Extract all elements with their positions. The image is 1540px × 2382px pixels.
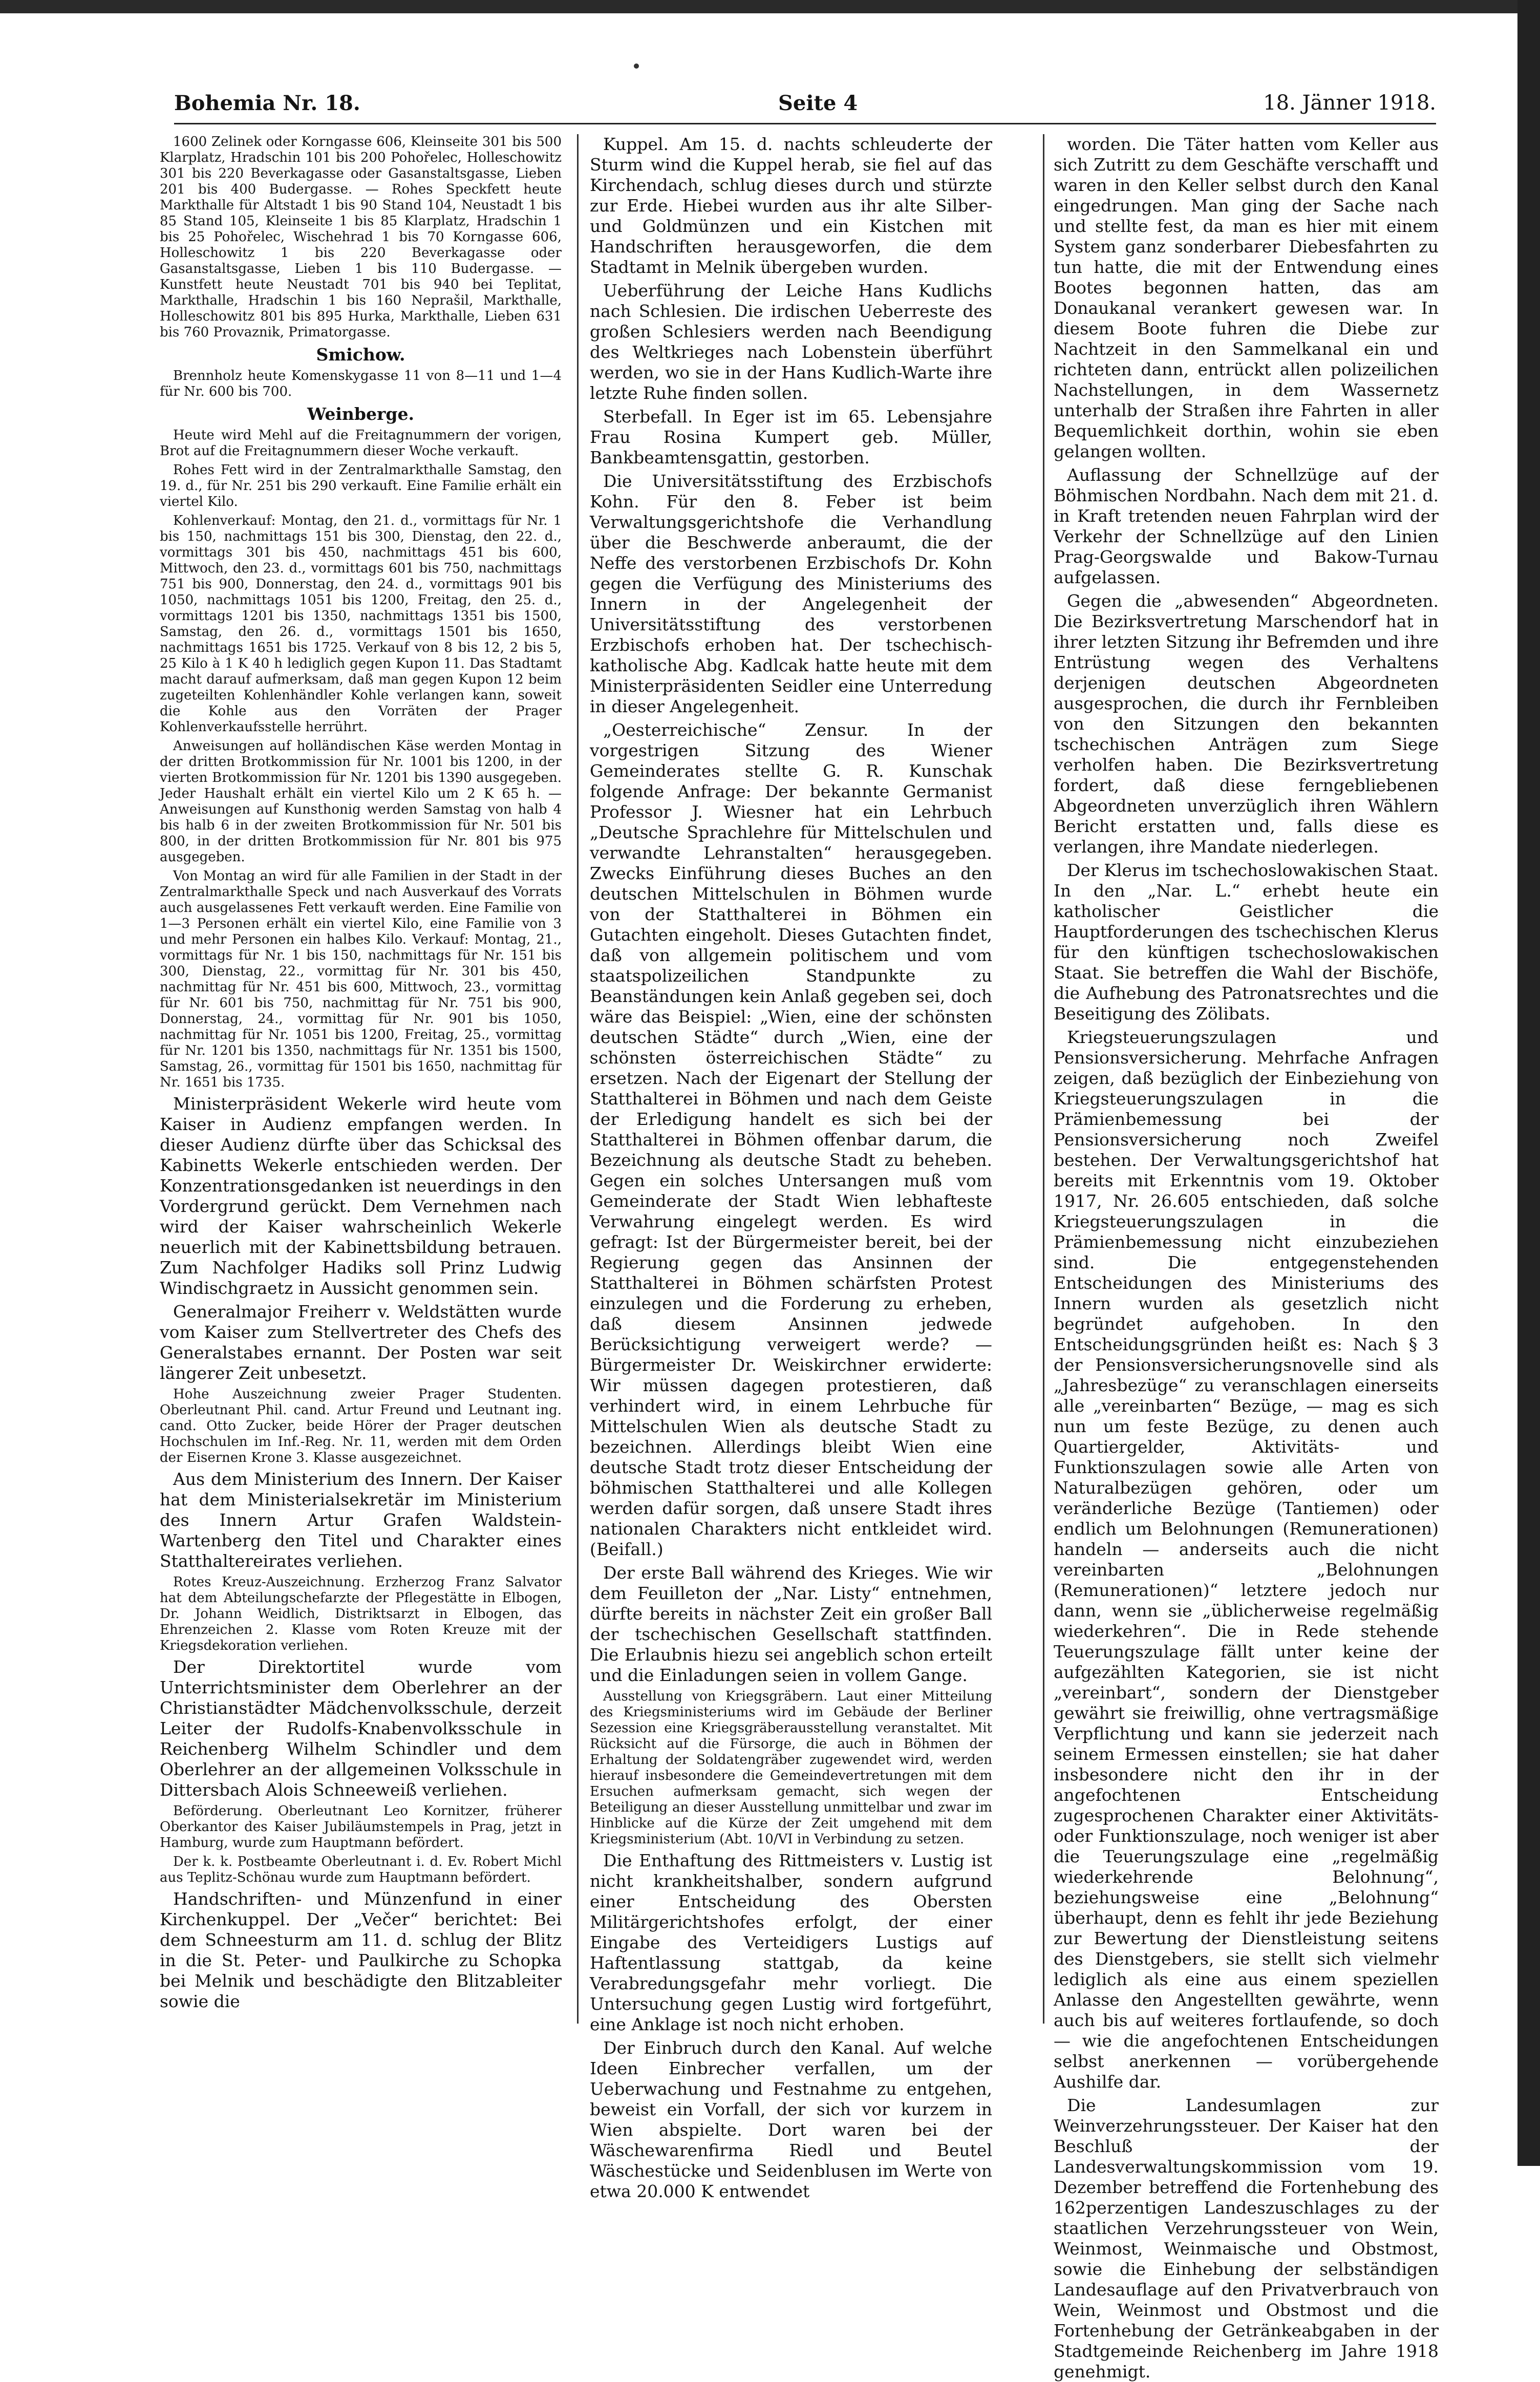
article-paragraph: Der Einbruch durch den Kanal. Auf welche Ideen Einbrecher verfallen, um der Ueberwachung und Festnahme zu entgehen, beweist ein Vorfall, der sich vor kurzem in Wien abspielte. Dort waren bei der Wäschewarenfirma Riedl und Beutel Wäschestücke und Seidenblusen im Werte von etwa 20.000 K entwendet [590, 2038, 992, 2201]
column-rule [1043, 134, 1044, 2024]
article-paragraph: Beförderung. Oberleutnant Leo Kornitzer, früherer Oberkantor des Kaiser Jubiläumstempels in Prag, jetzt in Hamburg, wurde zum Hauptmann befördert. [160, 1803, 562, 1851]
article-paragraph: Anweisungen auf holländischen Käse werden Montag in der dritten Brotkommission für Nr. 1001 bis 1200, in der vierten Brotkommission für Nr. 1201 bis 1390 ausgegeben. Jeder Haushalt erhält ein viertel Kilo um 2 K 65 h. — Anweisungen auf Kunsthonig werden Samstag von halb 4 bis halb 6 in der zweiten Brotkommission für Nr. 501 bis 800, in der dritten Brotkommission für Nr. 801 bis 975 ausgegeben. [160, 738, 562, 865]
article-paragraph: Kuppel. Am 15. d. nachts schleuderte der Sturm wind die Kuppel herab, sie fiel auf das Kirchendach, schlug dieses durch und stürzte zur Erde. Hiebei wurden aus ihr alte Silber- und Goldmünzen und ein Kistchen mit Handschriften herausgeworfen, die dem Stadtamt in Melnik übergeben wurden. [590, 134, 992, 277]
article-paragraph: Brennholz heute Komenskygasse 11 von 8—11 und 1—4 für Nr. 600 bis 700. [160, 368, 562, 399]
scan-top-edge [0, 0, 1540, 13]
newspaper-title-issue: Bohemia Nr. 18. [174, 91, 360, 115]
column-1 [160, 134, 562, 2034]
article-paragraph: Kohlenverkauf: Montag, den 21. d., vormittags für Nr. 1 bis 150, nachmittags 151 bis 300, Dienstag, den 22. d., vormittags 301 bis 450, nachmittags 451 bis 600, Mittwoch, den 23. d., vormittags 601 bis 750, nachmittags 751 bis 900, Donnerstag, den 24. d., vormittags 901 bis 1050, nachmittags 1051 bis 1200, Freitag, den 25. d., vormittags 1201 bis 1350, nachmittags 1351 bis 1500, Samstag, den 26. d., vormittags 1501 bis 1650, nachmittags 1651 bis 1725. Verkauf von 8 bis 12, 2 bis 5, 25 Kilo à 1 K 40 h lediglich gegen Kupon 11. Das Stadtamt macht darauf aufmerksam, daß man gegen Kupon 12 beim zugeteilten Kohlenhändler Kohle verlangen kann, soweit die Kohle aus den Vorräten der Prager Kohlenverkaufsstelle herrührt. [160, 513, 562, 735]
page-number: Seite 4 [778, 91, 858, 115]
article-paragraph: Hohe Auszeichnung zweier Prager Studenten. Oberleutnant Phil. cand. Artur Freund und Leutnant ing. cand. Otto Zucker, beide Hörer der Prager deutschen Hochschulen im Inf.-Reg. Nr. 11, werden mit dem Orden der Eisernen Krone 3. Klasse ausgezeichnet. [160, 1387, 562, 1465]
section-heading: Smichow. [316, 345, 405, 365]
article-paragraph: Ministerpräsident Wekerle wird heute vom Kaiser in Audienz empfangen werden. In dieser Audienz dürfte über das Schicksal des Kabinetts Wekerle entschieden werden. Der Konzentrationsgedanken ist neuerdings in den Vordergrund gerückt. Dem Vernehmen nach wird der Kaiser wahrscheinlich Wekerle neuerlich mit der Kabinettsbildung betrauen. Zum Nachfolger Hadiks soll Prinz Ludwig Windischgraetz in Aussicht genommen sein. [160, 1094, 562, 1298]
article-paragraph: Ueberführung der Leiche Hans Kudlichs nach Schlesien. Die irdischen Ueberreste des großen Schlesiers werden nach Beendigung des Weltkrieges nach Lobenstein überführt werden, wo sie in der Hans Kudlich-Warte ihre letzte Ruhe finden sollen. [590, 281, 992, 403]
article-paragraph: Kriegsteuerungszulagen und Pensionsversicherung. Mehrfache Anfragen zeigen, daß bezüglich der Einbeziehung von Kriegsteuerungszulagen in die Prämienbemessung bei der Pensionsversicherung noch Zweifel bestehen. Der Verwaltungsgerichtshof hat bereits mit Erkenntnis vom 19. Oktober 1917, Nr. 26.605 entschieden, daß solche Kriegsteuerungszulagen in die Prämienbemessung nicht einzubeziehen sind. Die entgegenstehenden Entscheidungen des Ministeriums des Innern wurden als gesetzlich nicht begründet aufgehoben. In den Entscheidungsgründen heißt es: Nach § 3 der Pensionsversicherungsnovelle sind als „Jahresbezüge“ zu veranschlagen einerseits alle „vereinbarten“ Bezüge, — mag es sich nun um feste Bezüge, zu denen auch Quartiergelder, Aktivitäts- und Funktionszulagen sowie alle Arten von Naturalbezügen gehören, oder um veränderliche Bezüge (Tantiemen) oder endlich um Belohnungen (Remunerationen) handeln — anderseits auch die nicht vereinbarten „Belohnungen (Remunerationen)“ letztere jedoch nur dann, wenn sie „üblicherweise regelmäßig wiederkehren“. Die in Rede stehende Teuerungszulage fällt unter keine der aufgezählten Kategorien, sie ist nicht „vereinbart“, sondern der Dienstgeber gewährt sie freiwillig, ohne vertragsmäßige Verpflichtung und kann sie jederzeit nach seinem Ermessen einstellen; sie hat daher insbesondere nicht den ihr in der angefochtenen Entscheidung zugesprochenen Charakter einer Aktivitäts- oder Funktionszulage, noch weniger ist aber die Teuerungszulage eine „regelmäßig wiederkehrende Belohnung“, beziehungsweise eine „Belohnung“ überhaupt, denn es fehlt ihr jede Beziehung zur Bewertung der Dienstleistung seitens des Dienstgebers, sie stellt sich vielmehr lediglich als eine aus einem speziellen Anlasse den Angestellten gewährte, wenn auch bis auf weiteres fortlaufende, so doch — wie die angefochtenen Entscheidungen selbst anerkennen — vorübergehende Aushilfe dar. [1054, 1027, 1439, 2092]
article-paragraph: Ausstellung von Kriegsgräbern. Laut einer Mitteilung des Kriegsministeriums wird im Gebäude der Berliner Sezession eine Kriegsgräberausstellung veranstaltet. Mit Rücksicht auf die Fürsorge, die auch in Böhmen der Erhaltung der Soldatengräber zugewendet wird, werden hierauf insbesondere die Gemeindevertretungen mit dem Ersuchen aufmerksam gemacht, sich wegen der Beteiligung an dieser Ausstellung unmittelbar und zwar im Hinblicke auf die Kürze der Zeit umgehend mit dem Kriegsministerium (Abt. 10/VI in Verbindung zu setzen. [590, 1689, 992, 1847]
article-paragraph: Gegen die „abwesenden“ Abgeordneten. Die Bezirksvertretung Marschendorf hat in ihrer letzten Sitzung ihr Befremden und ihre Entrüstung wegen des Verhaltens derjenigen deutschen Abgeordneten ausgesprochen, die durch ihr Fernbleiben von den Sitzungen den bekannten tschechischen Anträgen zum Siege verholfen haben. Die Bezirksvertretung fordert, daß diese ferngebliebenen Abgeordneten unverzüglich ihren Wählern Bericht erstatten und, falls diese es verlangen, ihre Mandate niederlegen. [1054, 591, 1439, 857]
article-paragraph: Generalmajor Freiherr v. Weldstätten wurde vom Kaiser zum Stellvertreter des Chefs des Generalstabes ernannt. Der Posten war seit längerer Zeit unbesetzt. [160, 1302, 562, 1383]
article-paragraph: Der Klerus im tschechoslowakischen Staat. In den „Nar. L.“ erhebt heute ein katholischer Geistlicher die Hauptforderungen des tschechischen Klerus für den künftigen tschechoslowakischen Staat. Sie betreffen die Wahl der Bischöfe, die Aufhebung des Patronatsrechtes und die Beseitigung des Zölibats. [1054, 860, 1439, 1024]
article-paragraph: Auflassung der Schnellzüge auf der Böhmischen Nordbahn. Nach dem mit 21. d. in Kraft tretenden neuen Fahrplan wird der Verkehr der Schnellzüge auf den Linien Prag-Georgswalde und Bakow-Turnau aufgelassen. [1054, 465, 1439, 587]
article-paragraph: Von Montag an wird für alle Familien in der Stadt in der Zentralmarkthalle Speck und nach Ausverkauf des Vorrats auch ausgelassenes Fett verkauft werden. Eine Familie von 1—3 Personen erhält ein viertel Kilo, eine Familie von 3 und mehr Personen ein halbes Kilo. Verkauf: Montag, 21., vormittags für Nr. 1 bis 150, nachmittags für Nr. 151 bis 300, Dienstag, 22., vormittag für Nr. 301 bis 450, nachmittag für Nr. 451 bis 600, Mittwoch, 23., vormittag für Nr. 601 bis 750, nachmittag für Nr. 751 bis 900, Donnerstag, 24., vormittag für Nr. 901 bis 1050, nachmittag für Nr. 1051 bis 1200, Freitag, 25., vormittag für Nr. 1201 bis 1350, nachmittags für Nr. 1351 bis 1500, Samstag, 26., vormittag für 1501 bis 1650, nachmittag für Nr. 1651 bis 1735. [160, 868, 562, 1090]
column-2 [590, 134, 992, 2201]
section-heading: Weinberge. [307, 404, 414, 424]
article-paragraph: Die Universitätsstiftung des Erzbischofs Kohn. Für den 8. Feber ist beim Verwaltungsgerichtshofe die Verhandlung über die Beschwerde anberaumt, die der Neffe des verstorbenen Erzbischofs Dr. Kohn gegen die Verfügung des Ministeriums des Innern in der Angelegenheit der Universitätsstiftung des verstorbenen Erzbischofs erhoben hat. Der tschechisch-katholische Abg. Kadlcak hatte heute mit dem Ministerpräsidenten Seidler eine Unterredung in dieser Angelegenheit. [590, 471, 992, 716]
scan-right-edge [1517, 0, 1540, 2166]
article-paragraph: Die Enthaftung des Rittmeisters v. Lustig ist nicht krankheitshalber, sondern aufgrund einer Entscheidung des Obersten Militärgerichtshofes erfolgt, der einer Eingabe des Verteidigers Lustigs auf Haftentlassung stattgab, da keine Verabredungsgefahr mehr vorliegt. Die Untersuchung gegen Lustig wird fortgeführt, eine Anklage ist noch nicht erhoben. [590, 1851, 992, 2034]
article-paragraph: Rotes Kreuz-Auszeichnung. Erzherzog Franz Salvator hat dem Abteilungschefarzte der Pflegestätte in Elbogen, Dr. Johann Weidlich, Distriktsarzt in Elbogen, das Ehrenzeichen 2. Klasse vom Roten Kreuze mit der Kriegsdekoration verliehen. [160, 1575, 562, 1653]
article-paragraph: 1600 Zelinek oder Korngasse 606, Kleinseite 301 bis 500 Klarplatz, Hradschin 101 bis 200 Pohořelec, Holleschowitz 301 bis 220 Beverkagasse oder Gasanstaltsgasse, Lieben 201 bis 400 Budergasse. — Rohes Speckfett heute Markthalle für Altstadt 1 bis 90 Stand 104, Neustadt 1 bis 85 Stand 105, Kleinseite 1 bis 85 Klarplatz, Hradschin 1 bis 25 Pohořelec, Wischehrad 1 bis 70 Korngasse 606, Holleschowitz 1 bis 220 Beverkagasse oder Gasanstaltsgasse, Lieben 1 bis 110 Budergasse. — Kunstfett heute Neustadt 701 bis 940 bei Teplitat, Markthalle, Hradschin 1 bis 160 Neprašil, Markthalle, Holleschowitz 801 bis 895 Hurka, Markthalle, Lieben 631 bis 760 Provaznik, Primatorgasse. [160, 134, 562, 340]
article-paragraph: Der k. k. Postbeamte Oberleutnant i. d. Ev. Robert Michl aus Teplitz-Schönau wurde zum Hauptmann befördert. [160, 1854, 562, 1885]
column-3 [1054, 134, 1439, 2381]
article-paragraph: Die Landesumlagen zur Weinverzehrungssteuer. Der Kaiser hat den Beschluß der Landesverwaltungskommission vom 19. Dezember betreffend die Fortenhebung des 162perzentigen Landeszuschlages zu der staatlichen Verzehrungssteuer von Wein, Weinmost, Weinmaische und Obstmost, sowie die Einhebung der selbständigen Landesauflage auf den Privatverbrauch von Wein, Weinmost und Obstmost und die Fortenhebung der Getränkeabgaben in der Stadtgemeinde Reichenberg im Jahre 1918 genehmigt. [1054, 2095, 1439, 2381]
page-header [174, 87, 1436, 124]
column-rule [577, 134, 579, 2024]
article-paragraph: worden. Die Täter hatten vom Keller aus sich Zutritt zu dem Geschäfte verschafft und waren in den Keller selbst durch den Kanal eingedrungen. Man ging der Sache nach und stellte fest, da man es hier mit einem System ganz sonderbarer Diebesfahrten zu tun hatte, die mit der Entwendung eines Bootes begonnen hatten, das am Donaukanal verankert gewesen war. In diesem Boote fuhren die Diebe zur Nachtzeit in den Sammelkanal ein und richteten dann, entrückt allen polizeilichen Nachstellungen, in dem Wassernetz unterhalb der Straßen ihre Fahrten in aller Bequemlichkeit dorthin, wohin sie eben gelangen wollten. [1054, 134, 1439, 461]
article-paragraph: Sterbefall. In Eger ist im 65. Lebensjahre Frau Rosina Kumpert geb. Müller, Bankbeamtensgattin, gestorben. [590, 407, 992, 467]
article-paragraph: Der Direktortitel wurde vom Unterrichtsminister dem Oberlehrer an der Christianstädter Mädchenvolksschule, derzeit Leiter der Rudolfs-Knabenvolksschule in Reichenberg Wilhelm Schindler und dem Oberlehrer an der allgemeinen Volksschule in Dittersbach Alois Schneeweiß verliehen. [160, 1657, 562, 1800]
article-paragraph: Der erste Ball während des Krieges. Wie wir dem Feuilleton der „Nar. Listy“ entnehmen, dürfte bereits in nächster Zeit ein großer Ball der tschechischen Gesellschaft stattfinden. Die Erlaubnis hiezu sei angeblich schon erteilt und die Einladungen seien in vollem Gange. [590, 1563, 992, 1685]
article-paragraph: Aus dem Ministerium des Innern. Der Kaiser hat dem Ministerialsekretär im Ministerium des Innern Artur Grafen Waldstein-Wartenberg den Titel und Charakter eines Statthaltereirates verliehen. [160, 1469, 562, 1571]
ink-speck [634, 63, 639, 69]
article-paragraph: Rohes Fett wird in der Zentralmarkthalle Samstag, den 19. d., für Nr. 251 bis 290 verkauft. Eine Familie erhält ein viertel Kilo. [160, 462, 562, 509]
article-paragraph: „Oesterreichische“ Zensur. In der vorgestrigen Sitzung des Wiener Gemeinderates stellte G. R. Kunschak folgende Anfrage: Der bekannte Germanist Professor J. Wiesner hat ein Lehrbuch „Deutsche Sprachlehre für Mittelschulen und verwandte Lehranstalten“ herausgegeben. Zwecks Einführung dieses Buches an den deutschen Mittelschulen in Böhmen wurde von der Statthalterei in Böhmen ein Gutachten eingeholt. Dieses Gutachten findet, daß von allgemein politischem und vom staatspolizeilichen Standpunkte zu Beanständungen kein Anlaß gegeben sei, doch wäre das Beispiel: „Wien, eine der schönsten deutschen Städte“ durch „Wien, eine der schönsten österreichischen Städte“ zu ersetzen. Nach der Eigenart der Stellung der Statthalterei in Böhmen und nach dem Geiste der Erledigung handelt es sich bei der Statthalterei in Böhmen offenbar darum, die Bezeichnung als deutsche Stadt zu beheben. Gegen ein solches Untersangen muß vom Gemeinderate der Stadt Wien lebhafteste Verwahrung eingelegt werden. Es wird gefragt: Ist der Bürgermeister bereit, bei der Regierung gegen das Ansinnen der Statthalterei in Böhmen schärfsten Protest einzulegen und die Forderung zu erheben, daß diesem Ansinnen jedwede Berücksichtigung verweigert werde? — Bürgermeister Dr. Weiskirchner erwiderte: Wir müssen dagegen protestieren, daß verhindert wird, in einem Lehrbuche für Mittelschulen Wien als deutsche Stadt zu bezeichnen. Allerdings bleibt Wien eine deutsche Stadt trotz dieser Entscheidung der böhmischen Statthalterei und alle Kollegen werden dafür sorgen, daß unsere Stadt ihres nationalen Charakters nicht entkleidet wird. (Beifall.) [590, 720, 992, 1559]
article-paragraph: Heute wird Mehl auf die Freitagnummern der vorigen, Brot auf die Freitagnummern dieser Woche verkauft. [160, 428, 562, 459]
issue-date: 18. Jänner 1918. [1263, 91, 1436, 115]
article-paragraph: Handschriften- und Münzenfund in einer Kirchenkuppel. Der „Večer“ berichtet: Bei dem Schneesturm am 11. d. schlug der Blitz in die St. Peter- und Paulkirche zu Schopka bei Melnik und beschädigte den Blitzableiter sowie die [160, 1889, 562, 2011]
